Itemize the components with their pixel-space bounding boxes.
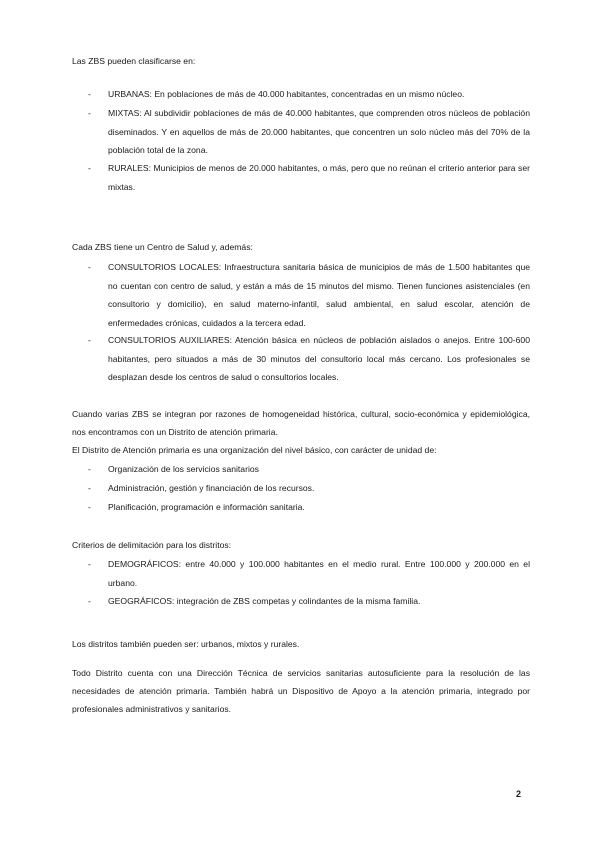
list-item-planificacion [88, 498, 530, 517]
list-item-text: CONSULTORIOS LOCALES: Infraestructura sanitaria básica de municipios de más de 1.500 habitantes que no cuentan con centro de salud, y están a más de 15 minutos del mismo. Tienen funciones asistenciales (en consultorio y domicilio), en salud materno-infantil, salud ambiental, en salud escolar, atención de enfermedades crónicas, cuidados a la tercera edad. [108, 262, 530, 328]
list-dash: - [88, 464, 91, 474]
list-dash: - [88, 335, 91, 345]
list-dash: - [88, 483, 91, 493]
list-item-text: RURALES: Municipios de menos de 20.000 habitantes, o más, pero que no reúnan el criterio anterior para ser mixtas. [108, 163, 530, 192]
list-item-text: CONSULTORIOS AUXILIARES: Atención básica en núcleos de población aislados o anejos. Entre 100-600 habitantes, pero situados a más de 30 minutos del consultorio local más cercano. Los profesionales se desplazan desde los centros de salud o consultorios locales. [108, 335, 530, 382]
list-dash: - [88, 89, 91, 99]
list-item-text: DEMOGRÁFICOS: entre 40.000 y 100.000 habitantes en el medio rural. Entre 100.000 y 200.000 en el urbano. [108, 559, 530, 588]
list-dash: - [88, 163, 91, 173]
list-dash: - [88, 108, 91, 118]
centro-salud-intro: Cada ZBS tiene un Centro de Salud y, además: [72, 242, 253, 252]
list-item-text: Planificación, programación e información sanitaria. [108, 502, 305, 512]
list-item-urbanas [88, 85, 530, 104]
list-item-rurales [88, 159, 530, 196]
distrito-definition: El Distrito de Atención primaria es una organización del nivel básico, con carácter de unidad de: [72, 445, 437, 455]
list-item-text: Administración, gestión y financiación de los recursos. [108, 483, 315, 493]
list-dash: - [88, 559, 91, 569]
list-dash: - [88, 262, 91, 272]
list-dash: - [88, 502, 91, 512]
distrito-paragraph: Cuando varias ZBS se integran por razones de homogeneidad histórica, cultural, socio-económica y epidemiológica, nos encontramos con un Distrito de atención primaria. [72, 409, 530, 437]
list-item-demograficos [88, 555, 530, 592]
list-item-administracion [88, 479, 530, 498]
list-item-consultorios-locales [88, 258, 530, 332]
list-dash: - [88, 596, 91, 606]
list-item-text: GEOGRÁFICOS: integración de ZBS competas y colindantes de la misma familia. [108, 596, 421, 606]
list-item-text: Organización de los servicios sanitarios [108, 464, 259, 474]
direccion-paragraph: Todo Distrito cuenta con una Dirección Técnica de servicios sanitarias autosuficiente para la resolución de las necesidades de atención primaria. También habrá un Dispositivo de Apoyo a la atención primaria, integrado por profesionales administrativos y sanitarios. [72, 668, 530, 714]
zbs-intro: Las ZBS pueden clasificarse en: [72, 56, 196, 66]
list-item-text: MIXTAS: Al subdividir poblaciones de más de 40.000 habitantes, que comprenden otros núcleos de población diseminados. Y en aquellos de más de 20.000 habitantes, que concentren un solo núcleo más del 70% de la población total de la zona. [108, 108, 530, 155]
list-item-mixtas [88, 104, 530, 160]
page-number: 2 [516, 789, 522, 799]
list-item-geograficos [88, 592, 530, 611]
criterios-intro: Criterios de delimitación para los distritos: [72, 540, 232, 550]
tipos-distritos: Los distritos también pueden ser: urbanos, mixtos y rurales. [72, 639, 300, 649]
list-item-consultorios-auxiliares [88, 331, 530, 387]
list-item-text: URBANAS: En poblaciones de más de 40.000 habitantes, concentradas en un mismo núcleo. [108, 89, 465, 99]
list-item-organizacion [88, 460, 530, 479]
